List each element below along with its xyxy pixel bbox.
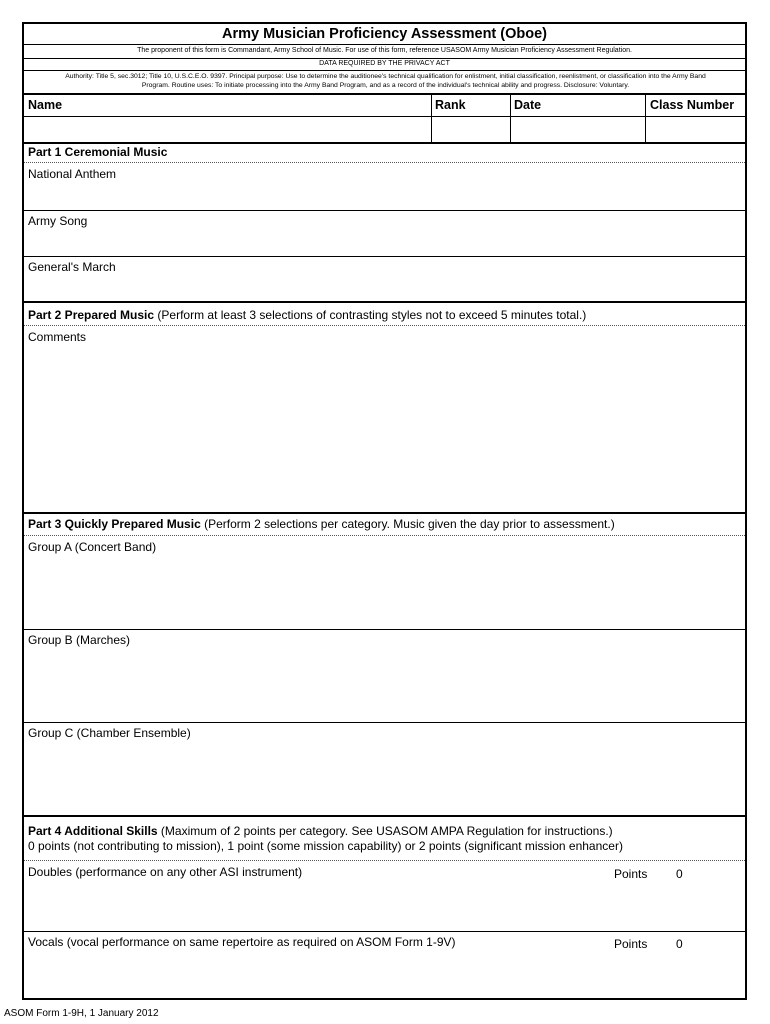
name-input[interactable] (26, 119, 427, 139)
divider (24, 860, 745, 861)
authority-line-2: Program. Routine uses: To initiate processing into the Army Band Program, and as a record of the individual's technical ability and progress. Disclosure: Voluntary. (141, 82, 630, 89)
comments-label: Comments (28, 330, 87, 344)
part2-note: (Perform at least 3 selections of contrasting styles not to exceed 5 minutes total.) (154, 308, 587, 322)
part4-scale: 0 points (not contributing to mission), 1 point (some mission capability) or 2 points (significant mission enhancer) (28, 839, 623, 853)
rank-label: Rank (435, 98, 466, 112)
part3-heading (28, 517, 615, 532)
column-divider (431, 93, 432, 142)
divider (24, 325, 745, 326)
part2-heading (28, 308, 586, 323)
part4-heading (28, 824, 613, 839)
assessment-form (22, 22, 747, 1000)
divider (24, 931, 745, 932)
army-song-label: Army Song (28, 214, 88, 228)
divider (24, 210, 745, 211)
divider (24, 93, 745, 95)
date-input[interactable] (513, 119, 643, 139)
authority-line-1: Authority: Title 5, sec.3012; Title 10, U.S.C.E.O. 9397. Principal purpose: Use to determine the auditionee's technical qualification for enlistment, initial classification, reenlistment, or classification into the Army Band (65, 73, 706, 80)
doubles-label: Doubles (performance on any other ASI instrument) (28, 865, 303, 879)
divider (24, 722, 745, 723)
part2-title: Part 2 Prepared Music (28, 308, 155, 322)
comments-area[interactable] (26, 348, 744, 510)
national-anthem-label: National Anthem (28, 167, 117, 181)
divider (24, 512, 745, 514)
group-a-label: Group A (Concert Band) (28, 540, 157, 554)
group-b-label: Group B (Marches) (28, 633, 131, 647)
column-divider (510, 93, 511, 142)
part1-title: Part 1 Ceremonial Music (28, 145, 168, 159)
vocals-label: Vocals (vocal performance on same repertoire as required on ASOM Form 1-9V) (28, 935, 456, 949)
divider (24, 629, 745, 630)
divider (24, 44, 745, 45)
divider (24, 58, 745, 59)
divider (24, 162, 745, 163)
name-label: Name (28, 98, 63, 112)
doubles-points-value[interactable]: 0 (676, 867, 683, 881)
divider (24, 535, 745, 536)
vocals-points-value[interactable]: 0 (676, 937, 683, 951)
divider (24, 815, 745, 817)
part3-note: (Perform 2 selections per category. Music given the day prior to assessment.) (200, 517, 615, 531)
vocals-points-label: Points (614, 937, 648, 951)
divider (24, 116, 745, 117)
proponent-text: The proponent of this form is Commandant, Army School of Music. For use of this form, reference USASOM Army Musician Proficiency Assessment Regulation. (137, 47, 632, 54)
group-c-label: Group C (Chamber Ensemble) (28, 726, 191, 740)
part3-title: Part 3 Quickly Prepared Music (28, 517, 201, 531)
generals-march-label: General's March (28, 260, 116, 274)
divider (24, 301, 745, 303)
class-number-label: Class Number (650, 98, 735, 112)
class-number-input[interactable] (648, 119, 744, 139)
part4-note: (Maximum of 2 points per category. See USASOM AMPA Regulation for instructions.) (157, 824, 613, 838)
divider (24, 70, 745, 71)
authority-text (28, 72, 743, 90)
form-title: Army Musician Proficiency Assessment (Oboe) (221, 26, 547, 42)
divider (24, 256, 745, 257)
column-divider (645, 93, 646, 142)
date-label: Date (514, 98, 542, 112)
privacy-header: DATA REQUIRED BY THE PRIVACY ACT (319, 60, 450, 67)
doubles-points-label: Points (614, 867, 648, 881)
part4-title: Part 4 Additional Skills (28, 824, 158, 838)
form-footer: ASOM Form 1-9H, 1 January 2012 (4, 1008, 159, 1019)
divider (24, 142, 745, 144)
rank-input[interactable] (433, 119, 508, 139)
